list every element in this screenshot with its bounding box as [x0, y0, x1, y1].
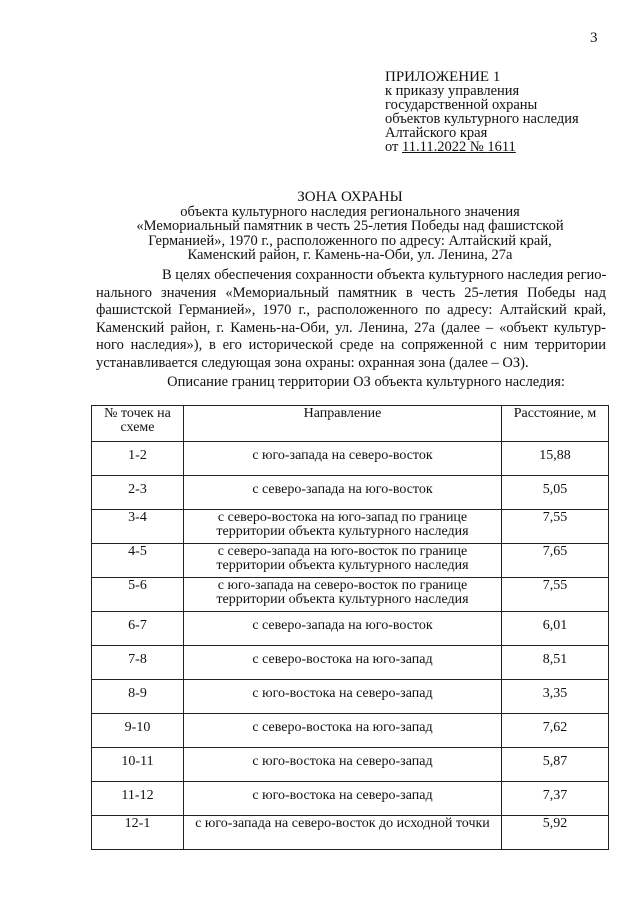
- cell-distance: 6,01: [502, 612, 609, 646]
- cell-direction: с северо-востока на юго-запад по границе территории объекта культурного наследия: [184, 510, 502, 544]
- cell-direction: с юго-востока на северо-запад: [184, 680, 502, 714]
- cell-distance: 5,87: [502, 748, 609, 782]
- cell-direction: с юго-востока на северо-запад: [184, 782, 502, 816]
- cell-distance: 7,62: [502, 714, 609, 748]
- zone-subtitle-line: «Мемориальный памятник в честь 25-летия Победы над фашистской: [136, 218, 564, 234]
- appendix-date-line: [385, 140, 630, 154]
- table-header-row: [92, 406, 609, 442]
- cell-distance: 15,88: [502, 442, 609, 476]
- table-row: [92, 816, 609, 850]
- table-row: [92, 748, 609, 782]
- table-row: [92, 782, 609, 816]
- intro-line: ного наследия»), в его исторической среде на сопряженной с ним территории: [96, 337, 606, 354]
- intro-line: устанавливается следующая зона охраны: охранная зона (далее – ОЗ).: [96, 354, 529, 371]
- cell-direction: с юго-запада на северо-восток по границе территории объекта культурного наследия: [184, 578, 502, 612]
- cell-direction: с северо-запада на юго-восток: [184, 612, 502, 646]
- cell-points: 6-7: [92, 612, 184, 646]
- cell-direction: с юго-запада на северо-восток до исходной точки: [184, 816, 502, 850]
- cell-direction: с юго-запада на северо-восток: [184, 442, 502, 476]
- appendix-line: Алтайского края: [385, 125, 488, 141]
- order-date: 11.11.2022: [402, 139, 467, 155]
- table-row: [92, 612, 609, 646]
- table-row: [92, 680, 609, 714]
- appendix-line: к приказу управления: [385, 83, 520, 99]
- intro-line: В целях обеспечения сохранности объекта культурного наследия регио-: [162, 267, 607, 283]
- cell-direction: с юго-востока на северо-запад: [184, 748, 502, 782]
- cell-direction: с северо-востока на юго-запад: [184, 646, 502, 680]
- table-row: [92, 578, 609, 612]
- intro-line: нального значения «Мемориальный памятник в честь 25-летия Победы над: [96, 284, 606, 301]
- header-distance: Расстояние, м: [502, 406, 609, 442]
- cell-points: 1-2: [92, 442, 184, 476]
- intro-paragraph: [96, 267, 606, 373]
- cell-points: 10-11: [92, 748, 184, 782]
- cell-points: 5-6: [92, 578, 184, 612]
- cell-points: 9-10: [92, 714, 184, 748]
- cell-distance: 7,65: [502, 544, 609, 578]
- appendix-block: [385, 70, 630, 154]
- cell-direction: с северо-востока на юго-запад: [184, 714, 502, 748]
- intro-line: фашистской Германией», 1970 г., расположенного по адресу: Алтайский край,: [96, 302, 606, 319]
- number-prefix: №: [466, 139, 488, 155]
- cell-distance: 7,55: [502, 578, 609, 612]
- cell-points: 3-4: [92, 510, 184, 544]
- page-number: 3: [590, 30, 598, 46]
- appendix-title: ПРИЛОЖЕНИЕ 1: [385, 69, 501, 85]
- cell-direction: с северо-запада на юго-восток: [184, 476, 502, 510]
- zone-subtitle-line: объекта культурного наследия регионального значения: [180, 203, 520, 220]
- table-row: [92, 510, 609, 544]
- cell-distance: 5,05: [502, 476, 609, 510]
- cell-distance: 7,55: [502, 510, 609, 544]
- appendix-line: объектов культурного наследия: [385, 111, 579, 127]
- appendix-line: государственной охраны: [385, 97, 538, 113]
- intro-line: Каменский район, г. Камень-на-Оби, ул. Ленина, 27а (далее – «объект культур-: [96, 319, 606, 336]
- table-row: [92, 442, 609, 476]
- cell-points: 11-12: [92, 782, 184, 816]
- table-row: [92, 544, 609, 578]
- table-caption: Описание границ территории ОЗ объекта культурного наследия:: [167, 374, 565, 390]
- header-points: № точек на схеме: [92, 406, 184, 442]
- header-direction: Направление: [184, 406, 502, 442]
- boundary-table: [91, 405, 609, 850]
- zone-subtitle-line: Германией», 1970 г., расположенного по адресу: Алтайский край,: [148, 232, 552, 249]
- table-row: [92, 646, 609, 680]
- cell-direction: с северо-запада на юго-восток по границе территории объекта культурного наследия: [184, 544, 502, 578]
- cell-points: 8-9: [92, 680, 184, 714]
- cell-points: 4-5: [92, 544, 184, 578]
- zone-title-block: [100, 190, 600, 263]
- table-row: [92, 714, 609, 748]
- cell-distance: 5,92: [502, 816, 609, 850]
- order-number: 1611: [487, 139, 516, 155]
- table-row: [92, 476, 609, 510]
- cell-points: 12-1: [92, 816, 184, 850]
- cell-distance: 8,51: [502, 646, 609, 680]
- cell-distance: 3,35: [502, 680, 609, 714]
- zone-subtitle-line: Каменский район, г. Камень-на-Оби, ул. Ленина, 27а: [187, 247, 513, 263]
- cell-points: 7-8: [92, 646, 184, 680]
- zone-heading: ЗОНА ОХРАНЫ: [297, 189, 403, 205]
- cell-distance: 7,37: [502, 782, 609, 816]
- cell-points: 2-3: [92, 476, 184, 510]
- date-prefix: от: [385, 139, 403, 155]
